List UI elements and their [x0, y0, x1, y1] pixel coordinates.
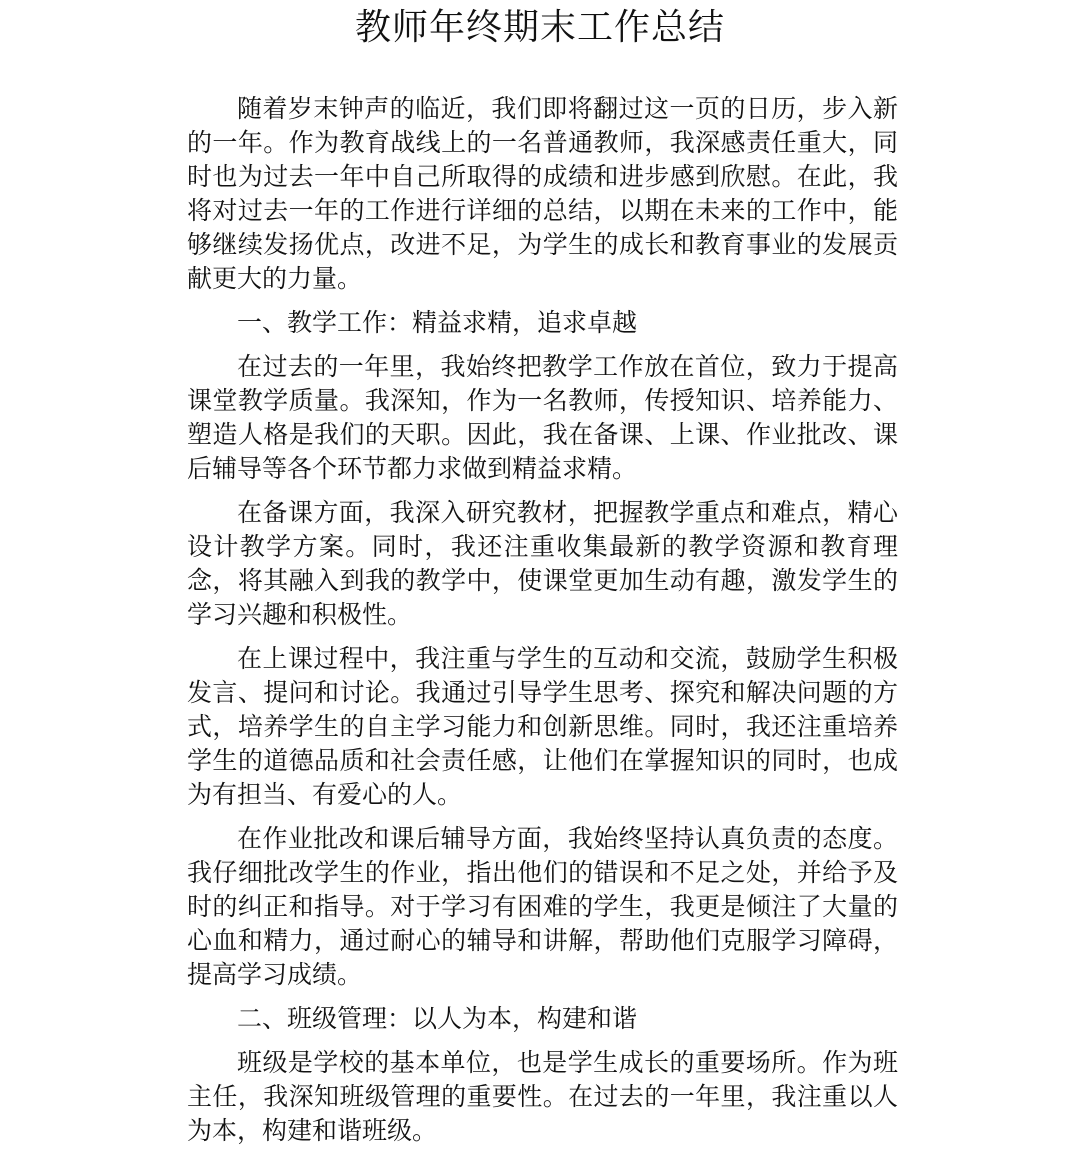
teaching-paragraph-1: 在过去的一年里，我始终把教学工作放在首位，致力于提高课堂教学质量。我深知，作为一名教师，传授知识、培养能力、塑造人格是我们的天职。因此，我在备课、上课、作业批改、课后辅导等各个环节都力求做到精益求精。	[187, 352, 898, 483]
document-body	[187, 92, 898, 1158]
document-title: 教师年终期末工作总结	[354, 7, 725, 48]
class-management-paragraph: 班级是学校的基本单位，也是学生成长的重要场所。作为班主任，我深知班级管理的重要性。在过去的一年里，我注重以人为本，构建和谐班级。	[187, 1048, 898, 1145]
intro-paragraph: 随着岁末钟声的临近，我们即将翻过这一页的日历，步入新的一年。作为教育战线上的一名普通教师，我深感责任重大，同时也为过去一年中自己所取得的成绩和进步感到欣慰。在此，我将对过去一年的工作进行详细的总结，以期在未来的工作中，能够继续发扬优点，改进不足，为学生的成长和教育事业的发展贡献更大的力量。	[187, 94, 898, 293]
section-heading-class-management: 二、班级管理：以人为本，构建和谐	[237, 1004, 638, 1033]
teaching-paragraph-3: 在上课过程中，我注重与学生的互动和交流，鼓励学生积极发言、提问和讨论。我通过引导学生思考、探究和解决问题的方式，培养学生的自主学习能力和创新思维。同时，我还注重培养学生的道德品质和社会责任感，让他们在掌握知识的同时，也成为有担当、有爱心的人。	[187, 644, 898, 809]
section-heading-teaching: 一、教学工作：精益求精，追求卓越	[237, 308, 638, 337]
teaching-paragraph-2: 在备课方面，我深入研究教材，把握教学重点和难点，精心设计教学方案。同时，我还注重收集最新的教学资源和教育理念，将其融入到我的教学中，使课堂更加生动有趣，激发学生的学习兴趣和积极性。	[187, 498, 898, 629]
teaching-paragraph-4: 在作业批改和课后辅导方面，我始终坚持认真负责的态度。我仔细批改学生的作业，指出他们的错误和不足之处，并给予及时的纠正和指导。对于学习有困难的学生，我更是倾注了大量的心血和精力，通过耐心的辅导和讲解，帮助他们克服学习障碍，提高学习成绩。	[187, 824, 898, 989]
